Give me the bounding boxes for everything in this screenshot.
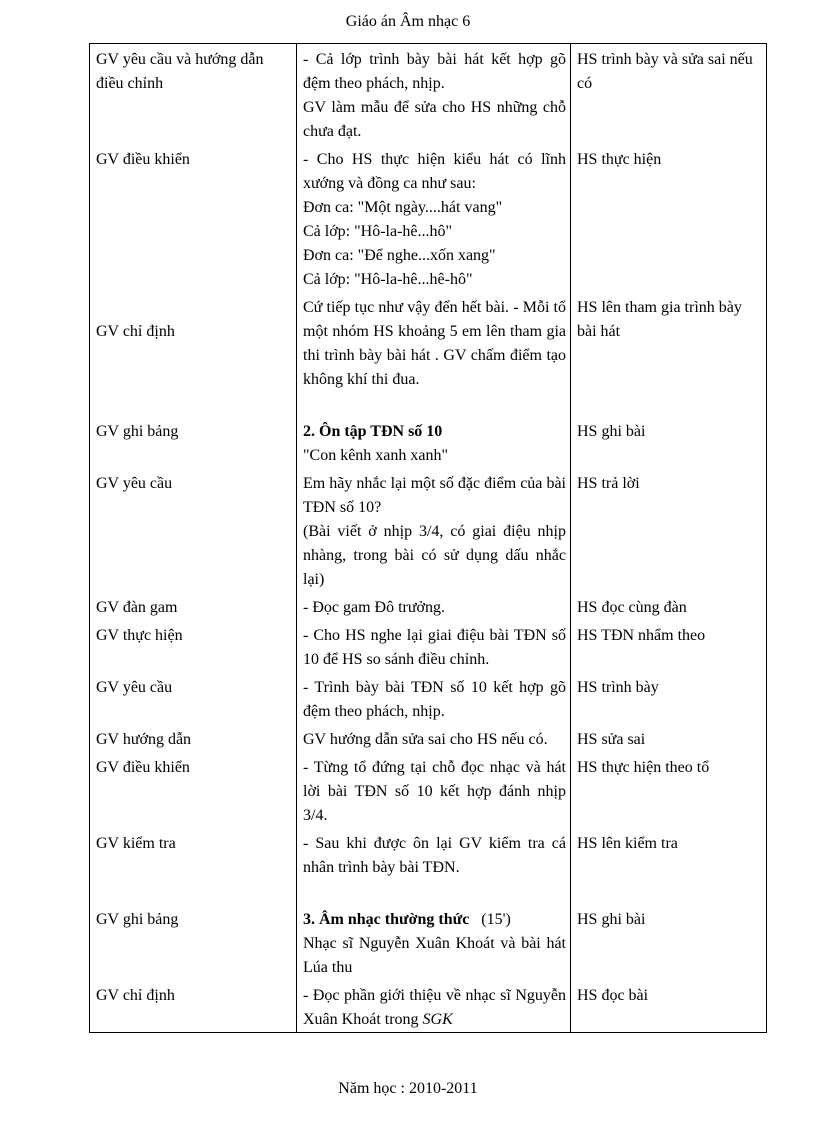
teacher-activity-cell: GV yêu cầu <box>90 468 297 592</box>
table-row <box>90 828 767 880</box>
teacher-activity-cell: GV chỉ định <box>90 980 297 1033</box>
spacer-cell <box>90 880 297 904</box>
student-activity-cell: HS thực hiện theo tổ <box>571 752 767 828</box>
teacher-activity-cell: GV điều khiển <box>90 144 297 292</box>
content-line: Nhạc sĩ Nguyễn Xuân Khoát và bài hát Lúa thu <box>303 935 566 976</box>
table-row <box>90 620 767 672</box>
table-row <box>90 416 767 468</box>
content-cell <box>297 980 571 1033</box>
content-italic: SGK <box>422 1011 453 1028</box>
student-activity-cell: HS lên kiểm tra <box>571 828 767 880</box>
content-cell <box>297 292 571 392</box>
teacher-activity-cell: GV ghi bảng <box>90 416 297 468</box>
teacher-activity-cell: GV yêu cầu và hướng dẫn điều chỉnh <box>90 44 297 145</box>
content-line: Cả lớp: "Hô-la-hê...hô" <box>303 223 453 240</box>
table-row <box>90 672 767 724</box>
page-footer: Năm học : 2010-2011 <box>338 1080 478 1097</box>
content-cell <box>297 592 571 620</box>
table-row <box>90 592 767 620</box>
student-activity-cell: HS thực hiện <box>571 144 767 292</box>
content-line: "Con kênh xanh xanh" <box>303 447 449 464</box>
content-cell <box>297 620 571 672</box>
table-row <box>90 144 767 292</box>
content-line: - Từng tổ đứng tại chỗ đọc nhạc và hát lời bài TĐN số 10 kết hợp đánh nhịp 3/4. <box>303 759 566 824</box>
student-activity-cell: HS trình bày <box>571 672 767 724</box>
table-row <box>90 904 767 980</box>
content-cell <box>297 44 571 145</box>
student-activity-cell: HS trả lời <box>571 468 767 592</box>
student-activity-cell: HS trình bày và sửa sai nếu có <box>571 44 767 145</box>
section-heading-line <box>303 908 566 932</box>
content-line: - Đọc gam Đô trưởng. <box>303 599 445 616</box>
student-activity-cell: HS đọc cùng đàn <box>571 592 767 620</box>
student-activity-cell: HS sửa sai <box>571 724 767 752</box>
teacher-activity-cell: GV hướng dẫn <box>90 724 297 752</box>
spacer-cell <box>571 392 767 416</box>
content-line: GV làm mẫu để sửa cho HS những chỗ chưa đạt. <box>303 99 566 140</box>
content-line: - Đọc phần giới thiệu về nhạc sĩ Nguyễn Xuân Khoát trong <box>303 987 566 1028</box>
content-line: Cả lớp: "Hô-la-hê...hê-hô" <box>303 271 473 288</box>
student-activity-cell: HS đọc bài <box>571 980 767 1033</box>
table-row <box>90 292 767 392</box>
teacher-activity-cell: GV điều khiển <box>90 752 297 828</box>
content-cell <box>297 752 571 828</box>
content-line: - Sau khi được ôn lại GV kiểm tra cá nhân trình bày bài TĐN. <box>303 835 566 876</box>
content-line: - Cho HS nghe lại giai điệu bài TĐN số 10 để HS so sánh điều chỉnh. <box>303 627 566 668</box>
teacher-activity-cell: GV yêu cầu <box>90 672 297 724</box>
content-cell <box>297 724 571 752</box>
teacher-activity-cell: GV chỉ định <box>90 292 297 392</box>
content-line: (Bài viết ở nhịp 3/4, có giai điệu nhịp nhàng, trong bài có sử dụng dấu nhắc lại) <box>303 523 566 588</box>
spacer-cell <box>90 392 297 416</box>
spacer-cell <box>297 392 571 416</box>
table-row <box>90 724 767 752</box>
student-activity-cell: HS lên tham gia trình bày bài hát <box>571 292 767 392</box>
table-row <box>90 980 767 1033</box>
lesson-plan-table <box>89 43 767 1033</box>
content-line: - Cho HS thực hiện kiểu hát có lĩnh xướng và đồng ca như sau: <box>303 151 566 192</box>
section-duration: (15') <box>481 911 511 928</box>
table-row <box>90 44 767 145</box>
table-row <box>90 752 767 828</box>
teacher-activity-cell: GV ghi bảng <box>90 904 297 980</box>
table-row <box>90 468 767 592</box>
page-header: Giáo án Âm nhạc 6 <box>345 13 471 30</box>
content-cell <box>297 904 571 980</box>
spacer-row <box>90 392 767 416</box>
content-cell <box>297 144 571 292</box>
spacer-cell <box>297 880 571 904</box>
content-cell <box>297 672 571 724</box>
student-activity-cell: HS TĐN nhẩm theo <box>571 620 767 672</box>
section-heading: 2. Ôn tập TĐN số 10 <box>303 423 443 440</box>
student-activity-cell: HS ghi bài <box>571 416 767 468</box>
content-line: Cứ tiếp tục như vậy đến hết bài. - Mỗi tổ một nhóm HS khoảng 5 em lên tham gia thi trình bày bài hát . GV chấm điểm tạo không khí thi đua. <box>303 299 566 388</box>
student-activity-cell: HS ghi bài <box>571 904 767 980</box>
teacher-activity-cell: GV đàn gam <box>90 592 297 620</box>
spacer-cell <box>571 880 767 904</box>
spacer-row <box>90 880 767 904</box>
content-line: Đơn ca: "Để nghe...xốn xang" <box>303 247 496 264</box>
teacher-activity-cell: GV thực hiện <box>90 620 297 672</box>
content-cell <box>297 828 571 880</box>
content-line: Em hãy nhắc lại một số đặc điểm của bài TĐN số 10? <box>303 475 566 516</box>
content-cell <box>297 416 571 468</box>
content-cell <box>297 468 571 592</box>
content-line: GV hướng dẫn sửa sai cho HS nếu có. <box>303 731 548 748</box>
teacher-activity-cell: GV kiểm tra <box>90 828 297 880</box>
content-line: - Trình bày bài TĐN số 10 kết hợp gõ đệm theo phách, nhịp. <box>303 679 566 720</box>
content-line: - Cả lớp trình bày bài hát kết hợp gõ đệm theo phách, nhịp. <box>303 51 566 92</box>
section-heading: 3. Âm nhạc thường thức <box>303 911 470 928</box>
content-line: Đơn ca: "Một ngày....hát vang" <box>303 199 503 216</box>
